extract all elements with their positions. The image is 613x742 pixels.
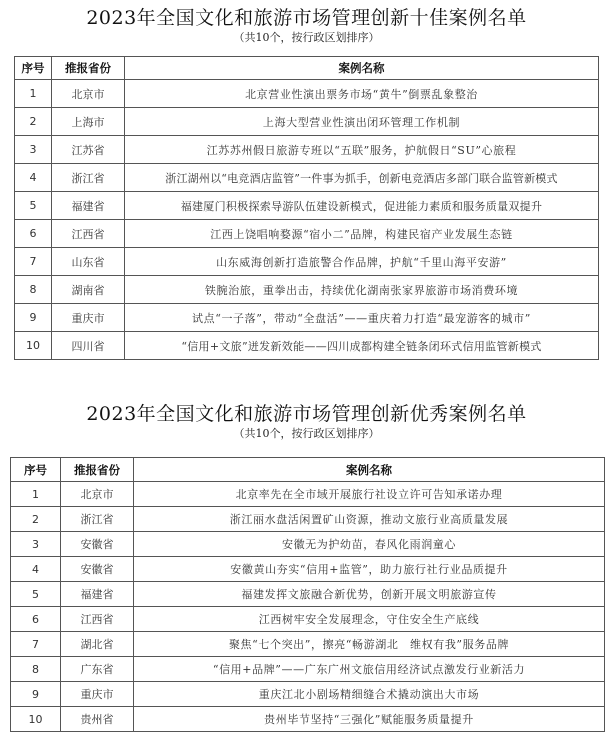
row-province: 山东省 bbox=[52, 248, 125, 276]
excellent-subtitle: （共10个，按行政区划排序） bbox=[233, 427, 380, 440]
table-row bbox=[11, 607, 605, 632]
row-index: 3 bbox=[11, 532, 61, 557]
row-index: 1 bbox=[11, 482, 61, 507]
row-province: 重庆市 bbox=[52, 304, 125, 332]
top-ten-subtitle: （共10个，按行政区划排序） bbox=[233, 31, 380, 44]
row-index: 2 bbox=[11, 507, 61, 532]
row-index: 1 bbox=[15, 80, 52, 108]
row-case-name: 山东威海创新打造旅警合作品牌，护航“千里山海平安游” bbox=[125, 248, 599, 276]
row-index: 5 bbox=[15, 192, 52, 220]
table-row bbox=[11, 482, 605, 507]
table-header-row bbox=[15, 57, 599, 80]
row-case-name: 浙江湖州以“电竞酒店监管”一件事为抓手，创新电竞酒店多部门联合监管新模式 bbox=[125, 164, 599, 192]
top-ten-title: 2023年全国文化和旅游市场管理创新十佳案例名单 bbox=[86, 7, 527, 29]
row-case-name: 江苏苏州假日旅游专班以“五联”服务，护航假日“SU”心旅程 bbox=[125, 136, 599, 164]
row-index: 8 bbox=[15, 276, 52, 304]
table-row bbox=[11, 682, 605, 707]
excellent-cases-section bbox=[0, 402, 613, 726]
row-index: 4 bbox=[15, 164, 52, 192]
header-index: 序号 bbox=[11, 458, 61, 482]
row-index: 7 bbox=[11, 632, 61, 657]
row-index: 4 bbox=[11, 557, 61, 582]
row-case-name: 贵州毕节坚持“三强化”赋能服务质量提升 bbox=[134, 707, 605, 732]
row-index: 6 bbox=[11, 607, 61, 632]
row-province: 北京市 bbox=[52, 80, 125, 108]
row-case-name: 铁腕治旅，重拳出击，持续优化湖南张家界旅游市场消费环境 bbox=[125, 276, 599, 304]
table-row bbox=[15, 136, 599, 164]
row-index: 10 bbox=[15, 332, 52, 360]
table-row bbox=[11, 707, 605, 732]
table-row bbox=[15, 276, 599, 304]
row-case-name: 福建厦门积极探索导游队伍建设新模式，促进能力素质和服务质量双提升 bbox=[125, 192, 599, 220]
row-province: 湖北省 bbox=[61, 632, 134, 657]
row-case-name: 福建发挥文旅融合新优势，创新开展文明旅游宣传 bbox=[134, 582, 605, 607]
row-case-name: 江西树牢安全发展理念，守住安全生产底线 bbox=[134, 607, 605, 632]
table-row bbox=[15, 304, 599, 332]
row-index: 10 bbox=[11, 707, 61, 732]
row-index: 9 bbox=[15, 304, 52, 332]
row-case-name: 重庆江北小剧场精细缝合术撬动演出大市场 bbox=[134, 682, 605, 707]
row-province: 浙江省 bbox=[61, 507, 134, 532]
row-case-name: 浙江丽水盘活闲置矿山资源，推动文旅行业高质量发展 bbox=[134, 507, 605, 532]
row-province: 江苏省 bbox=[52, 136, 125, 164]
excellent-title: 2023年全国文化和旅游市场管理创新优秀案例名单 bbox=[86, 403, 527, 425]
row-province: 贵州省 bbox=[61, 707, 134, 732]
header-index: 序号 bbox=[15, 57, 52, 80]
header-province: 推报省份 bbox=[52, 57, 125, 80]
row-case-name: “信用+文旅”迸发新效能——四川成都构建全链条闭环式信用监管新模式 bbox=[125, 332, 599, 360]
row-province: 北京市 bbox=[61, 482, 134, 507]
row-case-name: 北京率先在全市域开展旅行社设立许可告知承诺办理 bbox=[134, 482, 605, 507]
row-index: 6 bbox=[15, 220, 52, 248]
table-row bbox=[11, 657, 605, 682]
row-case-name: 江西上饶唱响婺源“宿小二”品牌，构建民宿产业发展生态链 bbox=[125, 220, 599, 248]
header-case-name: 案例名称 bbox=[125, 57, 599, 80]
table-row bbox=[15, 108, 599, 136]
header-case-name: 案例名称 bbox=[134, 458, 605, 482]
top-ten-cases-section bbox=[0, 0, 613, 353]
table-row bbox=[15, 80, 599, 108]
row-province: 江西省 bbox=[52, 220, 125, 248]
row-index: 5 bbox=[11, 582, 61, 607]
row-case-name: 试点“一子落”，带动“全盘活”——重庆着力打造“最宠游客的城市” bbox=[125, 304, 599, 332]
row-case-name: “信用+品牌”——广东广州文旅信用经济试点激发行业新活力 bbox=[134, 657, 605, 682]
row-province: 上海市 bbox=[52, 108, 125, 136]
table-row bbox=[15, 332, 599, 360]
table-row bbox=[11, 632, 605, 657]
row-province: 四川省 bbox=[52, 332, 125, 360]
table-row bbox=[11, 557, 605, 582]
top-ten-table bbox=[14, 56, 599, 360]
row-case-name: 安徽黄山夯实“信用+监管”，助力旅行社行业品质提升 bbox=[134, 557, 605, 582]
row-index: 8 bbox=[11, 657, 61, 682]
table-row bbox=[15, 248, 599, 276]
row-index: 3 bbox=[15, 136, 52, 164]
row-case-name: 上海大型营业性演出闭环管理工作机制 bbox=[125, 108, 599, 136]
row-province: 广东省 bbox=[61, 657, 134, 682]
row-province: 江西省 bbox=[61, 607, 134, 632]
row-province: 福建省 bbox=[61, 582, 134, 607]
table-row bbox=[11, 532, 605, 557]
row-case-name: 安徽无为护幼苗，春风化雨润童心 bbox=[134, 532, 605, 557]
row-province: 浙江省 bbox=[52, 164, 125, 192]
table-row bbox=[15, 192, 599, 220]
row-province: 安徽省 bbox=[61, 532, 134, 557]
row-case-name: 聚焦“七个突出”，擦亮“畅游湖北 维权有我”服务品牌 bbox=[134, 632, 605, 657]
table-row bbox=[11, 582, 605, 607]
header-province: 推报省份 bbox=[61, 458, 134, 482]
excellent-table bbox=[10, 457, 605, 732]
row-case-name: 北京营业性演出票务市场“黄牛”倒票乱象整治 bbox=[125, 80, 599, 108]
table-header-row bbox=[11, 458, 605, 482]
row-province: 安徽省 bbox=[61, 557, 134, 582]
row-index: 7 bbox=[15, 248, 52, 276]
row-index: 2 bbox=[15, 108, 52, 136]
row-province: 福建省 bbox=[52, 192, 125, 220]
row-province: 重庆市 bbox=[61, 682, 134, 707]
table-row bbox=[11, 507, 605, 532]
table-row bbox=[15, 164, 599, 192]
row-province: 湖南省 bbox=[52, 276, 125, 304]
row-index: 9 bbox=[11, 682, 61, 707]
table-row bbox=[15, 220, 599, 248]
